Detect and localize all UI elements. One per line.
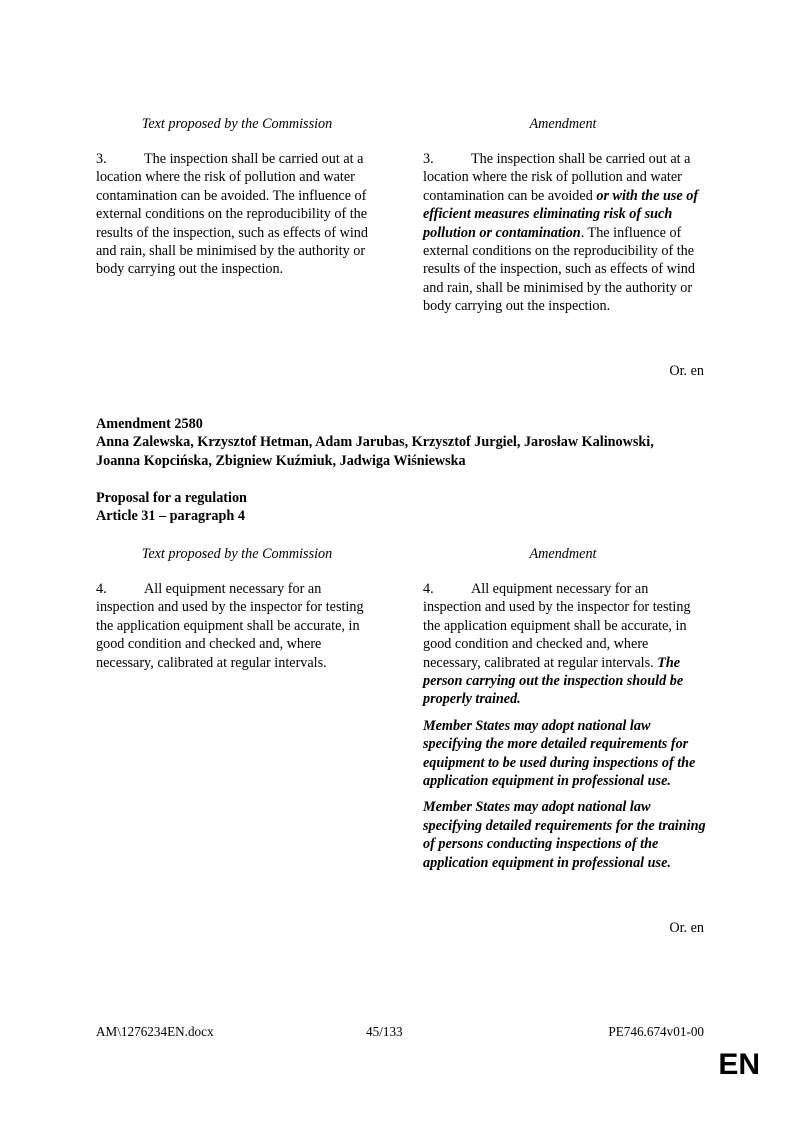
proposal-reference	[96, 489, 696, 526]
paragraph-text: All equipment necessary for an inspection and used by the inspector for testing the application equipment shall be accurate, in good condition and checked and, where necessary, calibrated at regular intervals.	[96, 581, 364, 671]
left-column-header: Text proposed by the Commission	[141, 116, 333, 132]
amendment-authors: Anna Zalewska, Krzysztof Hetman, Adam Jarubas, Krzysztof Jurgiel, Jarosław Kalinowski, Joanna Kopcińska, Zbigniew Kuźmiuk, Jadwiga Wiśniewska	[96, 434, 654, 469]
language-code: EN	[718, 1048, 760, 1081]
right-column-header: Amendment	[529, 116, 597, 132]
right-column-header: Amendment	[529, 546, 597, 562]
amendment-header	[96, 415, 696, 470]
origin-language: Or. en	[669, 920, 704, 936]
amended-text: The person carrying out the inspection should be properly trained.	[423, 654, 684, 708]
amended-paragraph-3: Member States may adopt national law specifying detailed requirements for the training of persons conducting inspections of the application equipment in professional use.	[423, 799, 706, 871]
commission-text-paragraph-3	[96, 150, 380, 279]
paragraph-text: All equipment necessary for an inspection and used by the inspector for testing the application equipment shall be accurate, in good condition and checked and, where necessary, calibrated at regular intervals.	[423, 581, 691, 671]
paragraph-text: The inspection shall be carried out at a location where the risk of pollution and water contamination can be avoided	[423, 151, 691, 204]
paragraph-text-continued: . The influence of external conditions on the reproducibility of the results of the inspection, such as effects of wind and rain, shall be minimised by the authority or body carrying out the inspection.	[423, 224, 695, 315]
document-reference: AM\1276234EN.docx	[96, 1024, 214, 1039]
paragraph-text: The inspection shall be carried out at a location where the risk of pollution and water contamination can be avoided. The influence of external conditions on the reproducibility of the results of the inspection, such as effects of wind and rain, shall be minimised by the authority or body carrying out the inspection.	[96, 151, 368, 278]
paragraph-number: 4.	[96, 581, 107, 597]
amendment-number: Amendment 2580	[96, 416, 203, 432]
paragraph-number: 3.	[423, 151, 434, 167]
article-reference: Article 31 – paragraph 4	[96, 508, 245, 525]
amended-paragraph-2: Member States may adopt national law specifying the more detailed requirements for equipment to be used during inspections of the application equipment in professional use.	[423, 717, 696, 790]
amendment-text-paragraph-4	[423, 580, 707, 872]
commission-text-paragraph-4	[96, 580, 380, 672]
pe-reference: PE746.674v01-00	[608, 1024, 704, 1039]
amended-text: or with the use of efficient measures eliminating risk of such pollution or contamination	[423, 187, 699, 241]
origin-language: Or. en	[669, 363, 704, 379]
paragraph-number: 4.	[423, 581, 434, 597]
amendment-text-paragraph-3	[423, 150, 707, 316]
left-column-header: Text proposed by the Commission	[141, 546, 333, 562]
page-number: 45/133	[366, 1024, 403, 1039]
proposal-title: Proposal for a regulation	[96, 490, 247, 506]
paragraph-number: 3.	[96, 151, 107, 167]
